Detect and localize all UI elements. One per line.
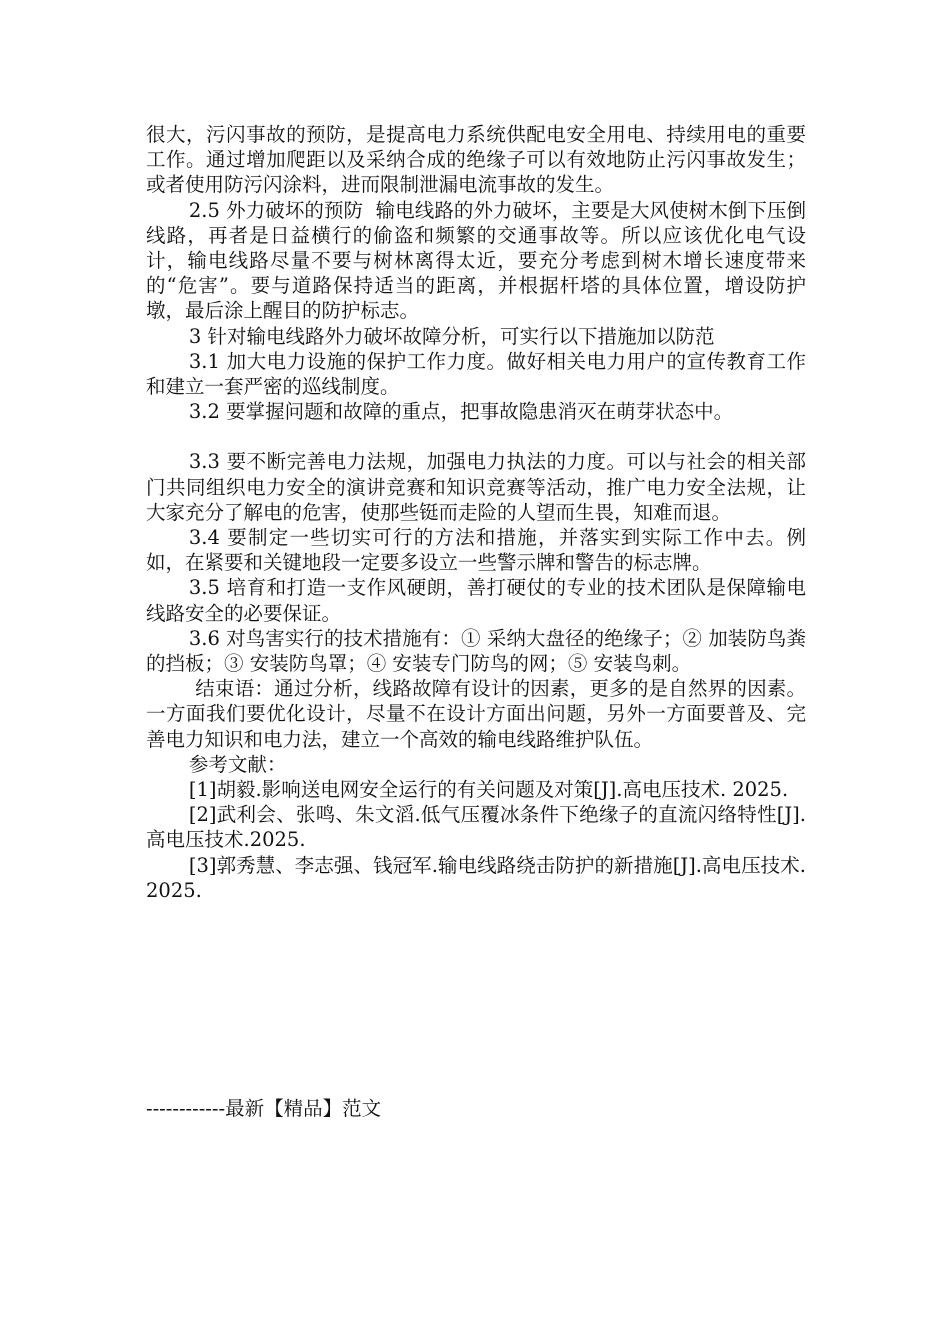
blank-line: [146, 424, 806, 449]
references-heading: 参考文献：: [188, 752, 287, 776]
paragraph-2-5: 2.5 外力破坏的预防 输电线路的外力破坏，主要是大风使树木倒下压倒线路，再者是日益横行的偷盗和频繁的交通事故等。所以应该优化电气设计，输电线路尽量不要与树林离得太近，要充分考虑到树木增长速度带来的“危害”。要与道路保持适当的距离，并根据杆塔的具体位置，增设防护墩，最后涂上醒目的防护标志。: [146, 198, 806, 323]
paragraph-conclusion: 结束语：通过分析，线路故障有设计的因素，更多的是自然界的因素。一方面我们要优化设计，尽量不在设计方面出问题，另外一方面要普及、完善电力知识和电力法，建立一个高效的输电线路维护队伍。: [146, 677, 806, 751]
paragraph-3-6: 3.6 对鸟害实行的技术措施有：① 采纳大盘径的绝缘子；② 加装防鸟粪的挡板；③ 安装防鸟罩；④ 安装专门防鸟的网；⑤ 安装鸟刺。: [146, 626, 806, 676]
reference-1: [1]胡毅.影响送电网安全运行的有关问题及对策[J].高电压技术. 2025.: [188, 778, 789, 802]
reference-2: [2]武利会、张鸣、朱文滔.低气压覆冰条件下绝缘子的直流闪络特性[J].高电压技术.2025.: [146, 803, 806, 852]
paragraph-3-3: 3.3 要不断完善电力法规，加强电力执法的力度。可以与社会的相关部门共同组织电力安全的演讲竞赛和知识竞赛等活动，推广电力安全法规，让大家充分了解电的危害，使那些铤而走险的人望而生畏，知难而退。: [146, 450, 806, 524]
paragraph-3-heading: 3 针对输电线路外力破坏故障分析，可实行以下措施加以防范: [188, 324, 715, 348]
reference-3: [3]郭秀慧、李志强、钱冠军.输电线路绕击防护的新措施[J].高电压技术.2025.: [146, 853, 806, 902]
paragraph-3-1: 3.1 加大电力设施的保护工作力度。做好相关电力用户的宣传教育工作和建立一套严密的巡线制度。: [146, 349, 806, 399]
paragraph-pollution-flash: 很大，污闪事故的预防，是提高电力系统供配电安全用电、持续用电的重要工作。通过增加爬距以及采纳合成的绝缘子可以有效地防止污闪事故发生；或者使用防污闪涂料，进而限制泄漏电流事故的发生。: [146, 123, 806, 197]
footer-banner: ------------最新【精品】范文: [146, 1097, 382, 1120]
document-body: [146, 122, 806, 903]
paragraph-3-5: 3.5 培育和打造一支作风硬朗，善打硬仗的专业的技术团队是保障输电线路安全的必要保证。: [146, 576, 806, 625]
paragraph-3-2: 3.2 要掌握问题和故障的重点，把事故隐患消灭在萌芽状态中。: [188, 400, 734, 424]
paragraph-3-4: 3.4 要制定一些切实可行的方法和措施，并落实到实际工作中去。例如，在紧要和关键地段一定要多设立一些警示牌和警告的标志牌。: [146, 526, 806, 575]
